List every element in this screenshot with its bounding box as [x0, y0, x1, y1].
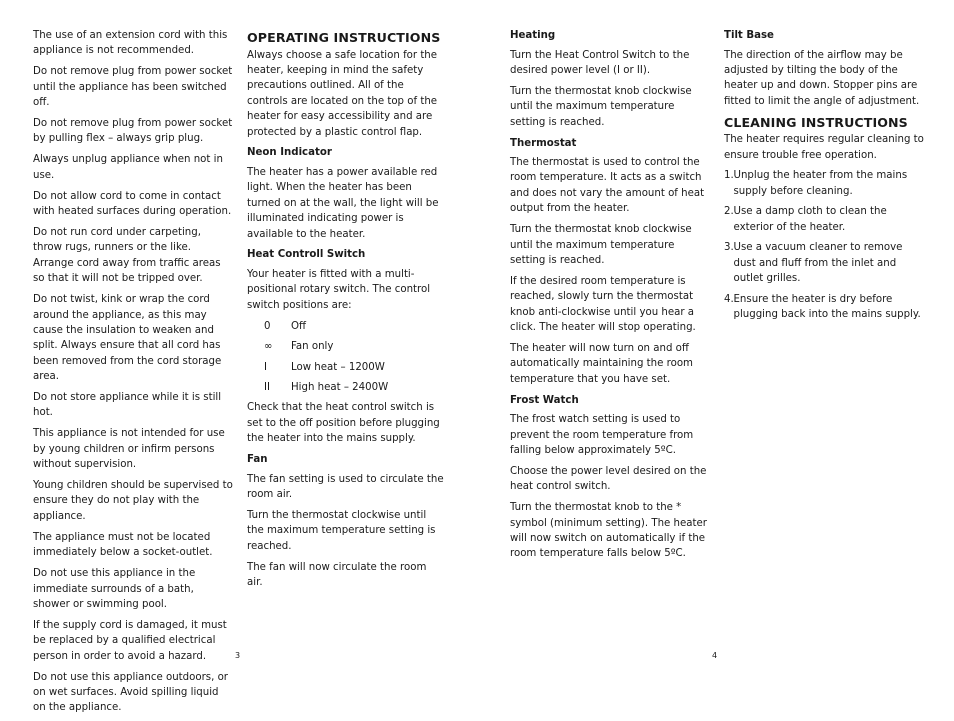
- cleaning-column: [724, 28, 924, 328]
- step-text: Use a damp cloth to clean the exterior of the heater.: [733, 206, 887, 233]
- page-number-left: 3: [235, 651, 241, 660]
- position-symbol: II: [264, 381, 271, 393]
- paragraph: Young children should be supervised to ensure they do not play with the appliance.: [33, 480, 233, 522]
- paragraph: The thermostat is used to control the room temperature. It acts as a switch and does not vary the amount of heat output from the heater.: [510, 157, 705, 215]
- switch-position: [264, 380, 445, 395]
- section-title-operating: OPERATING INSTRUCTIONS: [247, 30, 441, 45]
- paragraph: The heater will now turn on and off automatically maintaining the room temperature that you have set.: [510, 343, 693, 385]
- paragraph: Always choose a safe location for the heater, keeping in mind the safety precautions outlined. All of the controls are located on the top of the heater for easy accessibility and are protected by a plastic control flap.: [247, 49, 438, 138]
- paragraph: Do not remove plug from power socket until the appliance has been switched off.: [33, 66, 233, 109]
- switch-position: [264, 360, 445, 375]
- step-number: 3.: [724, 242, 734, 254]
- subheading-neon: Neon Indicator: [247, 147, 332, 159]
- paragraph: Always unplug appliance when not in use.: [33, 154, 223, 181]
- step-number: 2.: [724, 206, 734, 218]
- paragraph: The appliance must not be located immediately below a socket-outlet.: [33, 531, 213, 559]
- step-text: Unplug the heater from the mains supply before cleaning.: [733, 170, 908, 197]
- switch-position: [264, 339, 445, 354]
- list-item: [724, 240, 924, 286]
- step-text: Use a vacuum cleaner to remove dust and fluff from the inlet and outlet grilles.: [733, 242, 903, 284]
- paragraph: The heater requires regular cleaning to ensure trouble free operation.: [724, 134, 924, 161]
- paragraph: Do not allow cord to come in contact with heated surfaces during operation.: [33, 190, 232, 218]
- step-text: Ensure the heater is dry before plugging back into the mains supply.: [733, 293, 921, 320]
- list-item: [724, 168, 924, 198]
- list-item: [724, 204, 924, 234]
- heating-column: [510, 28, 708, 567]
- section-title-cleaning: CLEANING INSTRUCTIONS: [724, 114, 908, 130]
- paragraph: The fan will now circulate the room air.: [247, 561, 427, 588]
- paragraph: The heater has a power available red light. When the heater has been turned on at the wall, the light will be illuminated indicating power is available to the heater.: [247, 166, 439, 240]
- step-number: 1.: [724, 170, 734, 182]
- subheading-heating: Heating: [510, 30, 556, 41]
- paragraph: The direction of the airflow may be adjusted by tilting the body of the heater up and down. Stopper pins are fitted to limit the angle of adjustment.: [724, 49, 920, 107]
- paragraph: Do not remove plug from power socket by pulling flex – always grip plug.: [33, 118, 233, 145]
- list-item: [724, 292, 924, 322]
- subheading-frost-watch: Frost Watch: [510, 394, 579, 406]
- paragraph: Turn the thermostat clockwise until the maximum temperature setting is reached.: [247, 509, 436, 552]
- subheading-thermostat: Thermostat: [510, 137, 577, 149]
- subheading-tilt-base: Tilt Base: [724, 30, 774, 41]
- paragraph: Do not use this appliance in the immediate surrounds of a bath, shower or swimming pool.: [33, 568, 196, 610]
- paragraph: The use of an extension cord with this appliance is not recommended.: [33, 30, 228, 57]
- paragraph: Turn the Heat Control Switch to the desired power level (I or II).: [510, 49, 690, 76]
- paragraph: Your heater is fitted with a multi-positional rotary switch. The control switch positions are:: [247, 268, 431, 311]
- paragraph: Check that the heat control switch is set to the off position before plugging the heater into the mains supply.: [247, 402, 440, 445]
- position-label: High heat – 2400W: [291, 381, 389, 393]
- cleaning-steps: [724, 168, 924, 322]
- paragraph: Do not store appliance while it is still hot.: [33, 392, 222, 419]
- operating-column: [247, 28, 445, 596]
- position-symbol: ∞: [264, 341, 273, 353]
- page-number-right: 4: [712, 651, 718, 660]
- paragraph: Do not run cord under carpeting, throw rugs, runners or the like. Arrange cord away from traffic areas so that it will not be tripped over.: [33, 226, 221, 285]
- switch-position: [264, 319, 445, 334]
- paragraph: The fan setting is used to circulate the room air.: [247, 473, 444, 500]
- position-label: Off: [291, 320, 307, 332]
- subheading-switch: Heat Controll Switch: [247, 249, 366, 261]
- safety-column: [33, 28, 233, 721]
- position-symbol: 0: [264, 320, 271, 332]
- paragraph: The frost watch setting is used to prevent the room temperature from falling below approximately 5ºC.: [510, 414, 694, 457]
- step-number: 4.: [724, 293, 734, 305]
- position-label: Fan only: [291, 341, 334, 353]
- paragraph: Do not twist, kink or wrap the cord around the appliance, as this may cause the insulation to weaken and split. Always ensure that all cord has been removed from the cord storage area.: [33, 294, 222, 383]
- paragraph: Turn the thermostat knob to the * symbol (minimum setting). The heater will now switch on automatically if the room temperature falls below 5ºC.: [510, 502, 707, 560]
- paragraph: Turn the thermostat knob clockwise until the maximum temperature setting is reached.: [510, 85, 692, 128]
- paragraph: If the desired room temperature is reached, slowly turn the thermostat knob anti-clockwise until you hear a click. The heater will stop operating.: [510, 275, 696, 334]
- paragraph: Do not use this appliance outdoors, or on wet surfaces. Avoid spilling liquid on the appliance.: [33, 671, 228, 714]
- position-label: Low heat – 1200W: [291, 361, 385, 373]
- paragraph: Turn the thermostat knob clockwise until the maximum temperature setting is reached.: [510, 224, 692, 266]
- paragraph: This appliance is not intended for use by young children or infirm persons without supervision.: [33, 428, 225, 471]
- position-symbol: I: [264, 361, 268, 373]
- subheading-fan: Fan: [247, 454, 268, 466]
- paragraph: Choose the power level desired on the heat control switch.: [510, 465, 707, 493]
- paragraph: If the supply cord is damaged, it must be replaced by a qualified electrical person in order to avoid a hazard.: [33, 619, 227, 662]
